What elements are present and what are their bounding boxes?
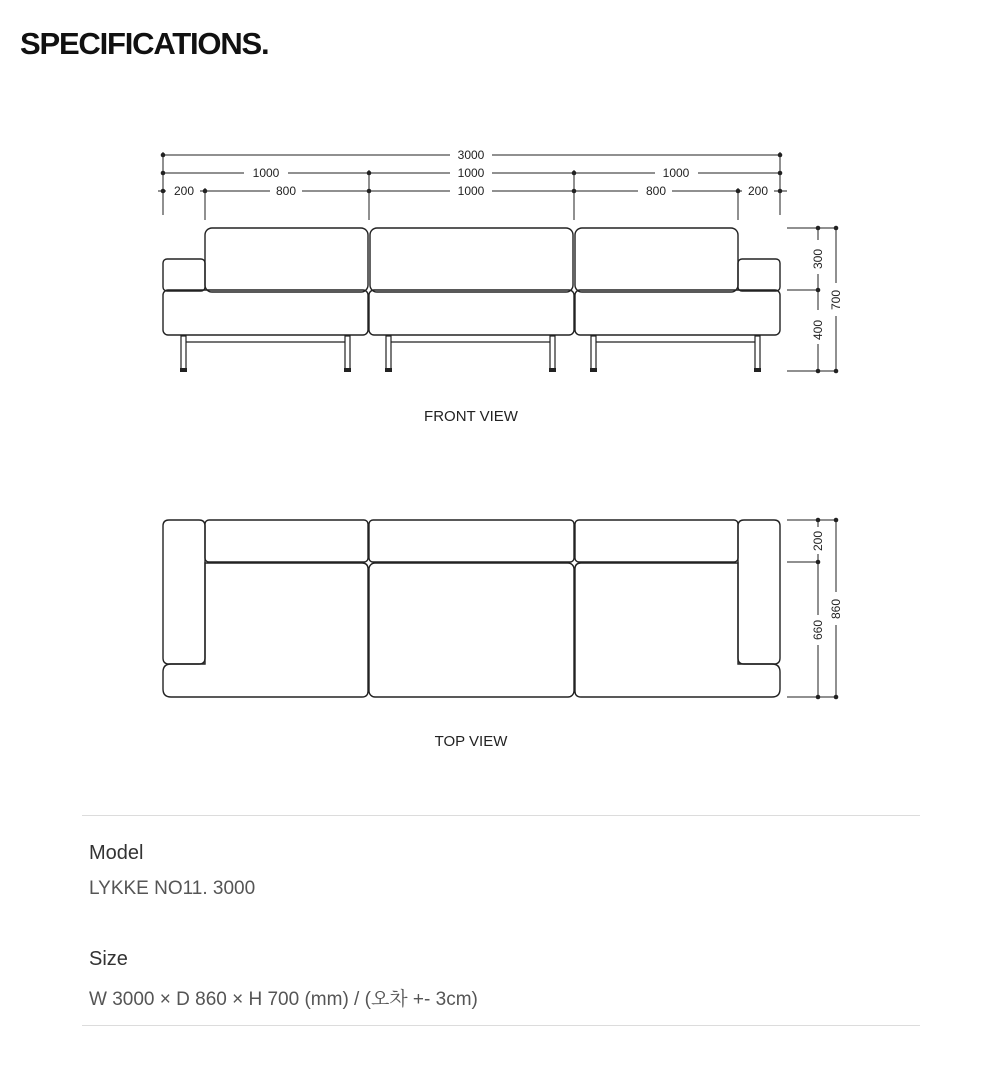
sofa-legs bbox=[181, 336, 760, 370]
size-value: W 3000 × D 860 × H 700 (mm) / (오차 +- 3cm) bbox=[89, 989, 478, 1010]
dim-backrest-height: 300 bbox=[811, 248, 825, 270]
top-view-label: TOP VIEW bbox=[434, 733, 508, 750]
dim-seat-middle: 1000 bbox=[457, 184, 485, 198]
dim-overall-width: 3000 bbox=[457, 148, 485, 162]
dim-total-depth: 860 bbox=[829, 598, 843, 620]
dim-seat-right: 800 bbox=[645, 184, 667, 198]
divider-top bbox=[82, 815, 920, 816]
dim-arm-right: 200 bbox=[747, 184, 769, 198]
front-view-label: FRONT VIEW bbox=[424, 408, 518, 425]
leg-feet bbox=[180, 368, 761, 372]
sofa-front-view bbox=[163, 228, 780, 335]
top-dimension-labels bbox=[811, 531, 843, 640]
dim-seat-left: 800 bbox=[275, 184, 297, 198]
dim-module-3: 1000 bbox=[662, 166, 690, 180]
divider-bottom bbox=[82, 1025, 920, 1026]
sofa-top-view bbox=[163, 520, 780, 697]
dim-back-depth: 200 bbox=[811, 530, 825, 552]
dim-module-2: 1000 bbox=[457, 166, 485, 180]
model-value: LYKKE NO11. 3000 bbox=[89, 878, 256, 899]
front-dimension-points bbox=[161, 153, 839, 374]
dim-seat-height: 400 bbox=[811, 319, 825, 341]
front-dimension-lines bbox=[158, 152, 836, 371]
model-label: Model bbox=[89, 842, 144, 864]
dim-total-height: 700 bbox=[829, 289, 843, 311]
dim-seat-depth: 660 bbox=[811, 619, 825, 641]
size-label: Size bbox=[89, 948, 128, 970]
dim-module-1: 1000 bbox=[252, 166, 280, 180]
page-title: SPECIFICATIONS. bbox=[20, 26, 269, 61]
front-dimension-labels bbox=[174, 148, 843, 340]
dim-arm-left: 200 bbox=[173, 184, 195, 198]
